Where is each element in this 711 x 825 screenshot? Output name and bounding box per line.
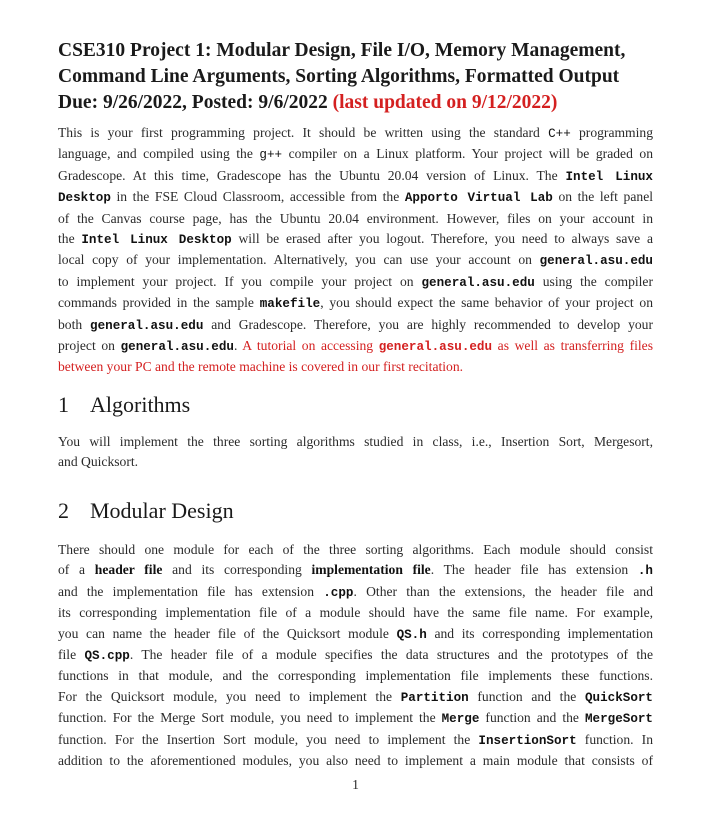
section-2-title: Modular Design [90, 498, 234, 523]
intro-line-11: project on general.asu.edu. A tutorial on accessing general.asu.edu as well as transferring files [58, 338, 653, 355]
intro-line-10: both general.asu.edu and Gradescope. Therefore, you are highly recommended to develop your [58, 316, 653, 333]
section-1-line-1: You will implement the three sorting algorithms studied in class, i.e., Insertion Sort, Mergesort, [58, 434, 653, 449]
intro-line-2: language, and compiled using the g++ compiler on a Linux platform. Your project will be graded on [58, 146, 653, 163]
title-line-3 [58, 90, 678, 116]
section-1-title: Algorithms [90, 392, 191, 417]
intro-line-4: Desktop in the FSE Cloud Classroom, accessible from the Apporto Virtual Lab on the left panel [58, 189, 653, 206]
section-1-line-2: and Quicksort. [58, 454, 139, 470]
section-2-line-5: you can name the header file of the Quicksort module QS.h and its corresponding implementation [58, 625, 653, 642]
section-2-line-7: functions in that module, and the corresponding implementation file implements these functions. [58, 668, 653, 684]
intro-line-6: the Intel Linux Desktop will be erased after you logout. Therefore, you need to always save a [58, 231, 654, 248]
section-2-line-1: There should one module for each of the three sorting algorithms. Each module should consist [58, 542, 653, 557]
intro-line-12: between your PC and the remote machine is covered in our first recitation. [58, 359, 464, 375]
page-number: 1 [352, 777, 359, 792]
section-2-heading [58, 498, 234, 524]
section-2-line-10: function. For the Insertion Sort module, you need to implement the InsertionSort function. In [58, 731, 653, 748]
intro-line-1: This is your first programming project. It should be written using the standard C++ programming [58, 125, 653, 141]
section-2-line-8: For the Quicksort module, you need to implement the Partition function and the QuickSort [58, 688, 653, 705]
title-line-1: CSE310 Project 1: Modular Design, File I/O, Memory Management, [58, 40, 626, 61]
intro-paragraph [58, 123, 653, 378]
section-1-heading [58, 392, 190, 418]
section-2-number: 2 [58, 498, 69, 523]
section-1-paragraph [58, 432, 653, 473]
section-2-line-9: function. For the Merge Sort module, you need to implement the Merge function and the MergeSort [58, 710, 653, 727]
intro-line-9: commands provided in the sample makefile, you should expect the same behavior of your project on [58, 295, 653, 312]
last-updated-note: (last updated on 9/12/2022) [332, 92, 558, 113]
section-1-number: 1 [58, 392, 69, 417]
title-line-2: Command Line Arguments, Sorting Algorithms, Formatted Output [58, 66, 620, 87]
intro-line-3: Gradescope. At this time, Gradescope has the Ubuntu 20.04 version of Linux. The Intel Linux [58, 167, 653, 184]
section-2-line-4: its corresponding implementation file of a module should have the same file name. For example, [58, 605, 653, 621]
section-2-line-6: file QS.cpp. The header file of a module specifies the data structures and the prototypes of the [58, 647, 653, 664]
intro-line-8: to implement your project. If you compile your project on general.asu.edu using the compiler [58, 273, 653, 290]
section-2-line-11: addition to the aforementioned modules, you also need to implement a main module that consists of [58, 753, 653, 769]
section-2-line-2: of a header file and its corresponding implementation file. The header file has extension .h [58, 562, 653, 579]
section-2-line-3: and the implementation file has extension .cpp. Other than the extensions, the header file and [58, 583, 654, 600]
section-2-paragraph [58, 540, 653, 771]
intro-line-7: local copy of your implementation. Alternatively, you can use your account on general.asu.edu [58, 252, 653, 269]
due-posted-dates: Due: 9/26/2022, Posted: 9/6/2022 [58, 92, 328, 113]
intro-line-5: of the Canvas course page, has the Ubuntu 20.04 environment. However, files on your account in [58, 210, 653, 226]
